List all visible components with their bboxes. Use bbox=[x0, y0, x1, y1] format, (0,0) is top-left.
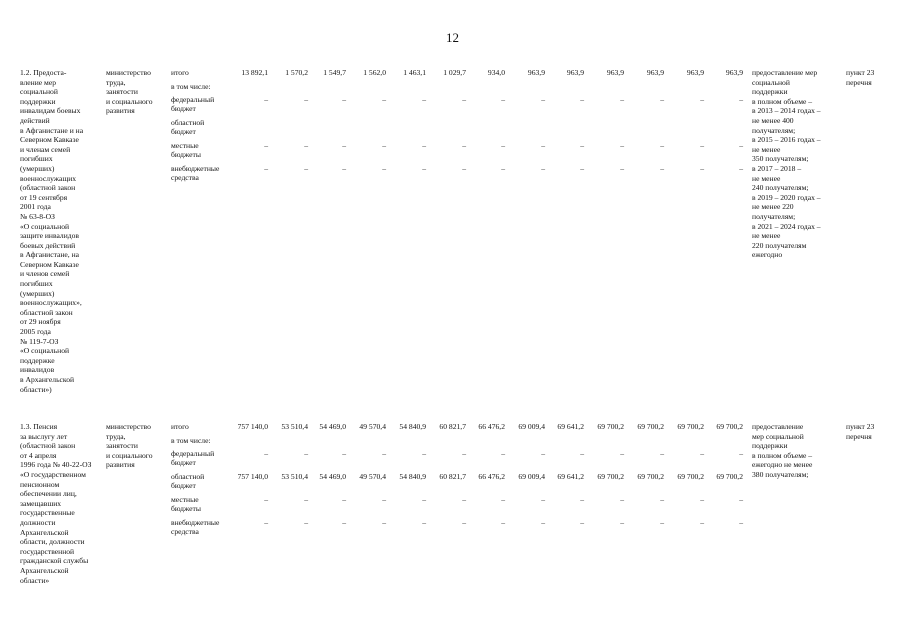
amount-cell: – bbox=[700, 141, 704, 150]
funding-source: федеральный бюджет bbox=[171, 95, 215, 114]
amount-cell: – bbox=[700, 449, 704, 458]
amount-cell: 53 510,4 bbox=[281, 422, 308, 431]
measure-title: 1.3. Пенсия за выслугу лет (областной закон от 4 апреля 1996 года № 40-22-ОЗ «О государственном пенсионном обеспечении лиц, замещавших государственные должности Архангельской области, должности государственной гражданской службы Архангельской области» bbox=[20, 422, 92, 585]
amount-cell: 1 029,7 bbox=[443, 68, 466, 77]
amount-cell: 69 641,2 bbox=[557, 472, 584, 481]
amount-cell: – bbox=[342, 95, 346, 104]
funding-source: в том числе: bbox=[171, 82, 211, 91]
amount-cell: – bbox=[620, 518, 624, 527]
amount-cell: 69 641,2 bbox=[557, 422, 584, 431]
amount-cell: – bbox=[660, 164, 664, 173]
measure-title: 1.2. Предоста- вление мер социальной поддержки инвалидам боевых действий в Афганистане и на Северном Кавказе и членам семей погибших (умерших) военнослужащих (областной закон от 19 сентября 2001 года № 63-8-ОЗ «О социальной защите инвалидов боевых действий в Афганистане, на Северном Кавказе и членов семей погибших (умерших) военнослужащих», областной закон от 29 ноября 2005 года № 119-7-ОЗ «О социальной поддержке инвалидов в Архангельской области») bbox=[20, 68, 84, 394]
amount-cell: – bbox=[739, 164, 743, 173]
amount-cell: – bbox=[342, 141, 346, 150]
amount-cell: – bbox=[264, 141, 268, 150]
amount-cell: – bbox=[700, 495, 704, 504]
amount-cell: – bbox=[700, 518, 704, 527]
amount-cell: 69 700,2 bbox=[677, 472, 704, 481]
expected-result: предоставление мер социальной поддержки в полном объеме – ежегодно не менее 380 получателям; bbox=[752, 422, 813, 479]
funding-source: итого bbox=[171, 422, 189, 431]
amount-cell: – bbox=[501, 141, 505, 150]
amount-cell: – bbox=[342, 164, 346, 173]
amount-cell: – bbox=[382, 141, 386, 150]
amount-cell: 69 700,2 bbox=[716, 472, 743, 481]
executor: министерство труда, занятости и социального развития bbox=[106, 68, 153, 116]
amount-cell: – bbox=[580, 164, 584, 173]
amount-cell: – bbox=[501, 449, 505, 458]
amount-cell: – bbox=[660, 518, 664, 527]
amount-cell: – bbox=[382, 95, 386, 104]
amount-cell: – bbox=[580, 518, 584, 527]
amount-cell: 54 469,0 bbox=[319, 422, 346, 431]
amount-cell: 60 821,7 bbox=[439, 472, 466, 481]
amount-cell: – bbox=[264, 95, 268, 104]
funding-source: в том числе: bbox=[171, 436, 211, 445]
amount-cell: 69 700,2 bbox=[597, 422, 624, 431]
amount-cell: 66 476,2 bbox=[478, 422, 505, 431]
amount-cell: 69 009,4 bbox=[518, 472, 545, 481]
amount-cell: – bbox=[739, 449, 743, 458]
amount-cell: 757 140,0 bbox=[237, 472, 268, 481]
amount-cell: – bbox=[462, 495, 466, 504]
amount-cell: 963,9 bbox=[527, 68, 545, 77]
amount-cell: 934,0 bbox=[487, 68, 505, 77]
amount-cell: – bbox=[501, 164, 505, 173]
amount-cell: – bbox=[739, 141, 743, 150]
amount-cell: – bbox=[382, 164, 386, 173]
amount-cell: 13 892,1 bbox=[241, 68, 268, 77]
amount-cell: – bbox=[620, 495, 624, 504]
amount-cell: 1 562,0 bbox=[363, 68, 386, 77]
amount-cell: – bbox=[342, 495, 346, 504]
amount-cell: – bbox=[382, 449, 386, 458]
amount-cell: 963,9 bbox=[566, 68, 584, 77]
amount-cell: – bbox=[462, 449, 466, 458]
amount-cell: – bbox=[541, 164, 545, 173]
amount-cell: – bbox=[580, 95, 584, 104]
amount-cell: – bbox=[620, 141, 624, 150]
amount-cell: – bbox=[264, 164, 268, 173]
amount-cell: – bbox=[739, 95, 743, 104]
funding-source: местные бюджеты bbox=[171, 141, 201, 160]
amount-cell: 1 463,1 bbox=[403, 68, 426, 77]
amount-cell: 49 570,4 bbox=[359, 422, 386, 431]
amount-cell: 69 700,2 bbox=[637, 472, 664, 481]
amount-cell: – bbox=[304, 141, 308, 150]
amount-cell: – bbox=[541, 141, 545, 150]
amount-cell: – bbox=[422, 495, 426, 504]
amount-cell: – bbox=[700, 95, 704, 104]
amount-cell: – bbox=[660, 495, 664, 504]
funding-source: федеральный бюджет bbox=[171, 449, 215, 468]
amount-cell: – bbox=[422, 164, 426, 173]
amount-cell: – bbox=[264, 449, 268, 458]
amount-cell: – bbox=[382, 518, 386, 527]
amount-cell: 1 570,2 bbox=[285, 68, 308, 77]
amount-cell: 66 476,2 bbox=[478, 472, 505, 481]
amount-cell: – bbox=[462, 95, 466, 104]
funding-source: итого bbox=[171, 68, 189, 77]
amount-cell: – bbox=[304, 495, 308, 504]
funding-source: внебюджетные средства bbox=[171, 518, 220, 537]
amount-cell: 54 840,9 bbox=[399, 422, 426, 431]
amount-cell: 54 469,0 bbox=[319, 472, 346, 481]
funding-source: областной бюджет bbox=[171, 472, 205, 491]
amount-cell: – bbox=[462, 141, 466, 150]
reference: пункт 23 перечня bbox=[846, 422, 875, 441]
amount-cell: – bbox=[660, 141, 664, 150]
amount-cell: – bbox=[462, 164, 466, 173]
funding-source: местные бюджеты bbox=[171, 495, 201, 514]
amount-cell: 69 700,2 bbox=[677, 422, 704, 431]
amount-cell: – bbox=[304, 95, 308, 104]
amount-cell: 757 140,0 bbox=[237, 422, 268, 431]
amount-cell: 69 700,2 bbox=[597, 472, 624, 481]
amount-cell: – bbox=[580, 141, 584, 150]
amount-cell: – bbox=[739, 518, 743, 527]
amount-cell: – bbox=[541, 449, 545, 458]
amount-cell: – bbox=[700, 164, 704, 173]
amount-cell: – bbox=[304, 518, 308, 527]
amount-cell: – bbox=[422, 518, 426, 527]
amount-cell: – bbox=[580, 449, 584, 458]
amount-cell: 69 700,2 bbox=[637, 422, 664, 431]
amount-cell: – bbox=[501, 95, 505, 104]
amount-cell: – bbox=[342, 518, 346, 527]
amount-cell: – bbox=[541, 495, 545, 504]
amount-cell: – bbox=[541, 518, 545, 527]
amount-cell: – bbox=[739, 495, 743, 504]
amount-cell: – bbox=[382, 495, 386, 504]
expected-result: предоставление мер социальной поддержки в полном объеме – в 2013 – 2014 годах – не менее 400 получателям; в 2015 – 2016 годах – не менее 350 получателям; в 2017 – 2018 – не менее 240 получателям; в 2019 – 2020 годах – не менее 220 получателям; в 2021 – 2024 годах – не менее 220 получателям ежегодно bbox=[752, 68, 821, 260]
page-number: 12 bbox=[446, 30, 459, 45]
amount-cell: 963,9 bbox=[725, 68, 743, 77]
amount-cell: 69 700,2 bbox=[716, 422, 743, 431]
amount-cell: 49 570,4 bbox=[359, 472, 386, 481]
amount-cell: – bbox=[422, 141, 426, 150]
amount-cell: – bbox=[541, 95, 545, 104]
amount-cell: – bbox=[660, 449, 664, 458]
amount-cell: – bbox=[620, 95, 624, 104]
amount-cell: – bbox=[620, 164, 624, 173]
amount-cell: – bbox=[304, 164, 308, 173]
amount-cell: 69 009,4 bbox=[518, 422, 545, 431]
amount-cell: – bbox=[580, 495, 584, 504]
amount-cell: – bbox=[342, 449, 346, 458]
amount-cell: – bbox=[422, 95, 426, 104]
amount-cell: 54 840,9 bbox=[399, 472, 426, 481]
amount-cell: – bbox=[620, 449, 624, 458]
amount-cell: – bbox=[501, 495, 505, 504]
amount-cell: 963,9 bbox=[606, 68, 624, 77]
funding-source: внебюджетные средства bbox=[171, 164, 220, 183]
amount-cell: 60 821,7 bbox=[439, 422, 466, 431]
reference: пункт 23 перечня bbox=[846, 68, 875, 87]
amount-cell: – bbox=[264, 518, 268, 527]
amount-cell: 963,9 bbox=[646, 68, 664, 77]
amount-cell: 53 510,4 bbox=[281, 472, 308, 481]
amount-cell: – bbox=[304, 449, 308, 458]
amount-cell: 1 549,7 bbox=[323, 68, 346, 77]
amount-cell: – bbox=[422, 449, 426, 458]
amount-cell: – bbox=[462, 518, 466, 527]
amount-cell: 963,9 bbox=[686, 68, 704, 77]
executor: министерство труда, занятости и социального развития bbox=[106, 422, 153, 470]
amount-cell: – bbox=[501, 518, 505, 527]
amount-cell: – bbox=[264, 495, 268, 504]
amount-cell: – bbox=[660, 95, 664, 104]
funding-source: областной бюджет bbox=[171, 118, 205, 137]
